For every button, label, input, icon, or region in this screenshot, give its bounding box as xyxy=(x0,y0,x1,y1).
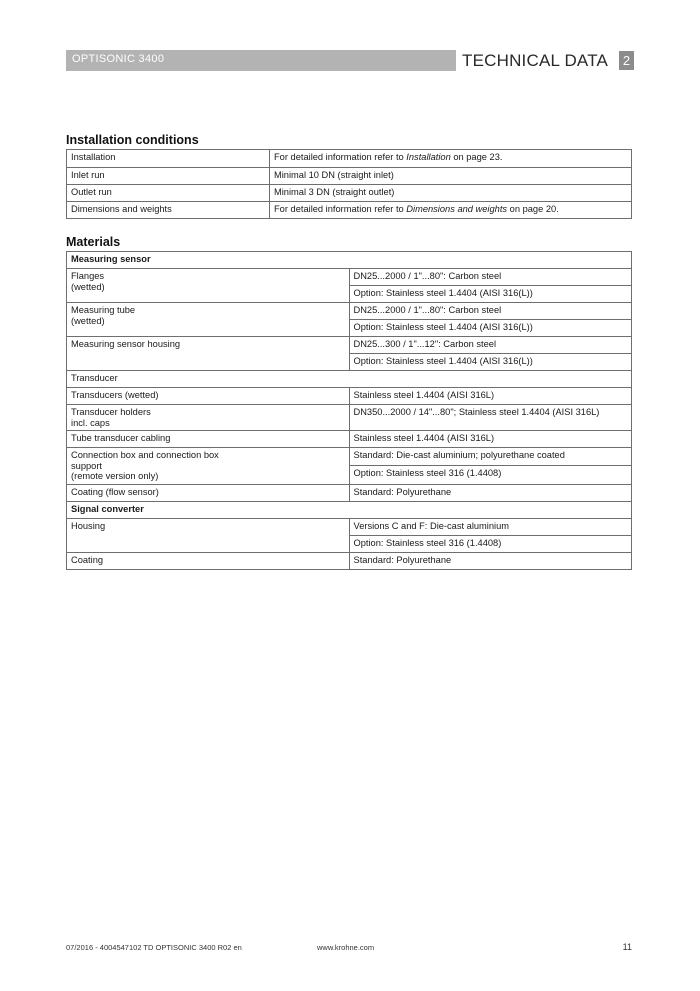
row-label: Measuring sensor housing xyxy=(67,337,350,371)
table-row xyxy=(67,448,632,466)
row-value: Option: Stainless steel 316 (1.4408) xyxy=(349,535,632,552)
row-value: For detailed information refer to Installation on page 23. xyxy=(270,150,632,168)
dimensions-link[interactable]: Dimensions and weights xyxy=(406,204,508,214)
materials-table xyxy=(66,251,632,570)
section-header-title: TECHNICAL DATA xyxy=(462,51,609,70)
row-label: Coating xyxy=(67,552,350,569)
row-label: Measuring tube (wetted) xyxy=(67,303,350,337)
row-label: Flanges (wetted) xyxy=(67,269,350,303)
row-label: Inlet run xyxy=(67,168,270,185)
materials-title: Materials xyxy=(66,235,121,249)
table-row xyxy=(67,303,632,320)
row-value: Stainless steel 1.4404 (AISI 316L) xyxy=(349,388,632,405)
row-label: Outlet run xyxy=(67,185,270,202)
row-value: DN350...2000 / 14"...80"; Stainless steel 1.4404 (AISI 316L) xyxy=(349,405,632,431)
table-row xyxy=(67,168,632,185)
installation-link[interactable]: Installation xyxy=(406,152,451,162)
group-header-signal-converter: Signal converter xyxy=(67,501,632,518)
row-label: Transducer holders incl. caps xyxy=(67,405,350,431)
row-label: Dimensions and weights xyxy=(67,202,270,219)
row-value: Option: Stainless steel 1.4404 (AISI 316(L)) xyxy=(349,286,632,303)
table-row xyxy=(67,518,632,535)
table-row xyxy=(67,150,632,168)
website-link[interactable]: www.krohne.com xyxy=(317,943,375,952)
installation-table xyxy=(66,149,632,219)
installation-conditions-title: Installation conditions xyxy=(66,133,199,147)
table-row xyxy=(67,337,632,354)
row-label: Transducers (wetted) xyxy=(67,388,350,405)
table-row xyxy=(67,484,632,501)
chapter-number: 2 xyxy=(619,51,634,70)
table-row xyxy=(67,405,632,431)
document-reference: 07/2016 - 4004547102 TD OPTISONIC 3400 R02 en xyxy=(66,943,242,952)
header-bar xyxy=(66,50,456,71)
row-value: For detailed information refer to Dimensions and weights on page 20. xyxy=(270,202,632,219)
row-label: Connection box and connection box support (remote version only) xyxy=(67,448,350,485)
row-value: Standard: Polyurethane xyxy=(349,552,632,569)
subgroup-transducer: Transducer xyxy=(67,371,632,388)
row-value: Option: Stainless steel 316 (1.4408) xyxy=(349,466,632,484)
table-row xyxy=(67,202,632,219)
table-row xyxy=(67,552,632,569)
table-row xyxy=(67,388,632,405)
row-value: Versions C and F: Die-cast aluminium xyxy=(349,518,632,535)
table-row xyxy=(67,431,632,448)
page-header xyxy=(66,50,634,71)
row-value: DN25...2000 / 1"...80": Carbon steel xyxy=(349,269,632,286)
row-value: Minimal 10 DN (straight inlet) xyxy=(270,168,632,185)
product-name: OPTISONIC 3400 xyxy=(72,53,165,65)
table-row xyxy=(67,185,632,202)
row-value: Standard: Polyurethane xyxy=(349,484,632,501)
row-label: Tube transducer cabling xyxy=(67,431,350,448)
page-number: 11 xyxy=(622,942,632,952)
row-value: DN25...2000 / 1"...80": Carbon steel xyxy=(349,303,632,320)
row-value: Standard: Die-cast aluminium; polyurethane coated xyxy=(349,448,632,466)
row-value: Option: Stainless steel 1.4404 (AISI 316(L)) xyxy=(349,354,632,371)
row-value: Stainless steel 1.4404 (AISI 316L) xyxy=(349,431,632,448)
group-header-measuring-sensor: Measuring sensor xyxy=(67,252,632,269)
row-label: Housing xyxy=(67,518,350,552)
row-value: Minimal 3 DN (straight outlet) xyxy=(270,185,632,202)
row-value: DN25...300 / 1"...12": Carbon steel xyxy=(349,337,632,354)
row-label: Coating (flow sensor) xyxy=(67,484,350,501)
row-value: Option: Stainless steel 1.4404 (AISI 316(L)) xyxy=(349,320,632,337)
table-row xyxy=(67,269,632,286)
row-label: Installation xyxy=(67,150,270,168)
